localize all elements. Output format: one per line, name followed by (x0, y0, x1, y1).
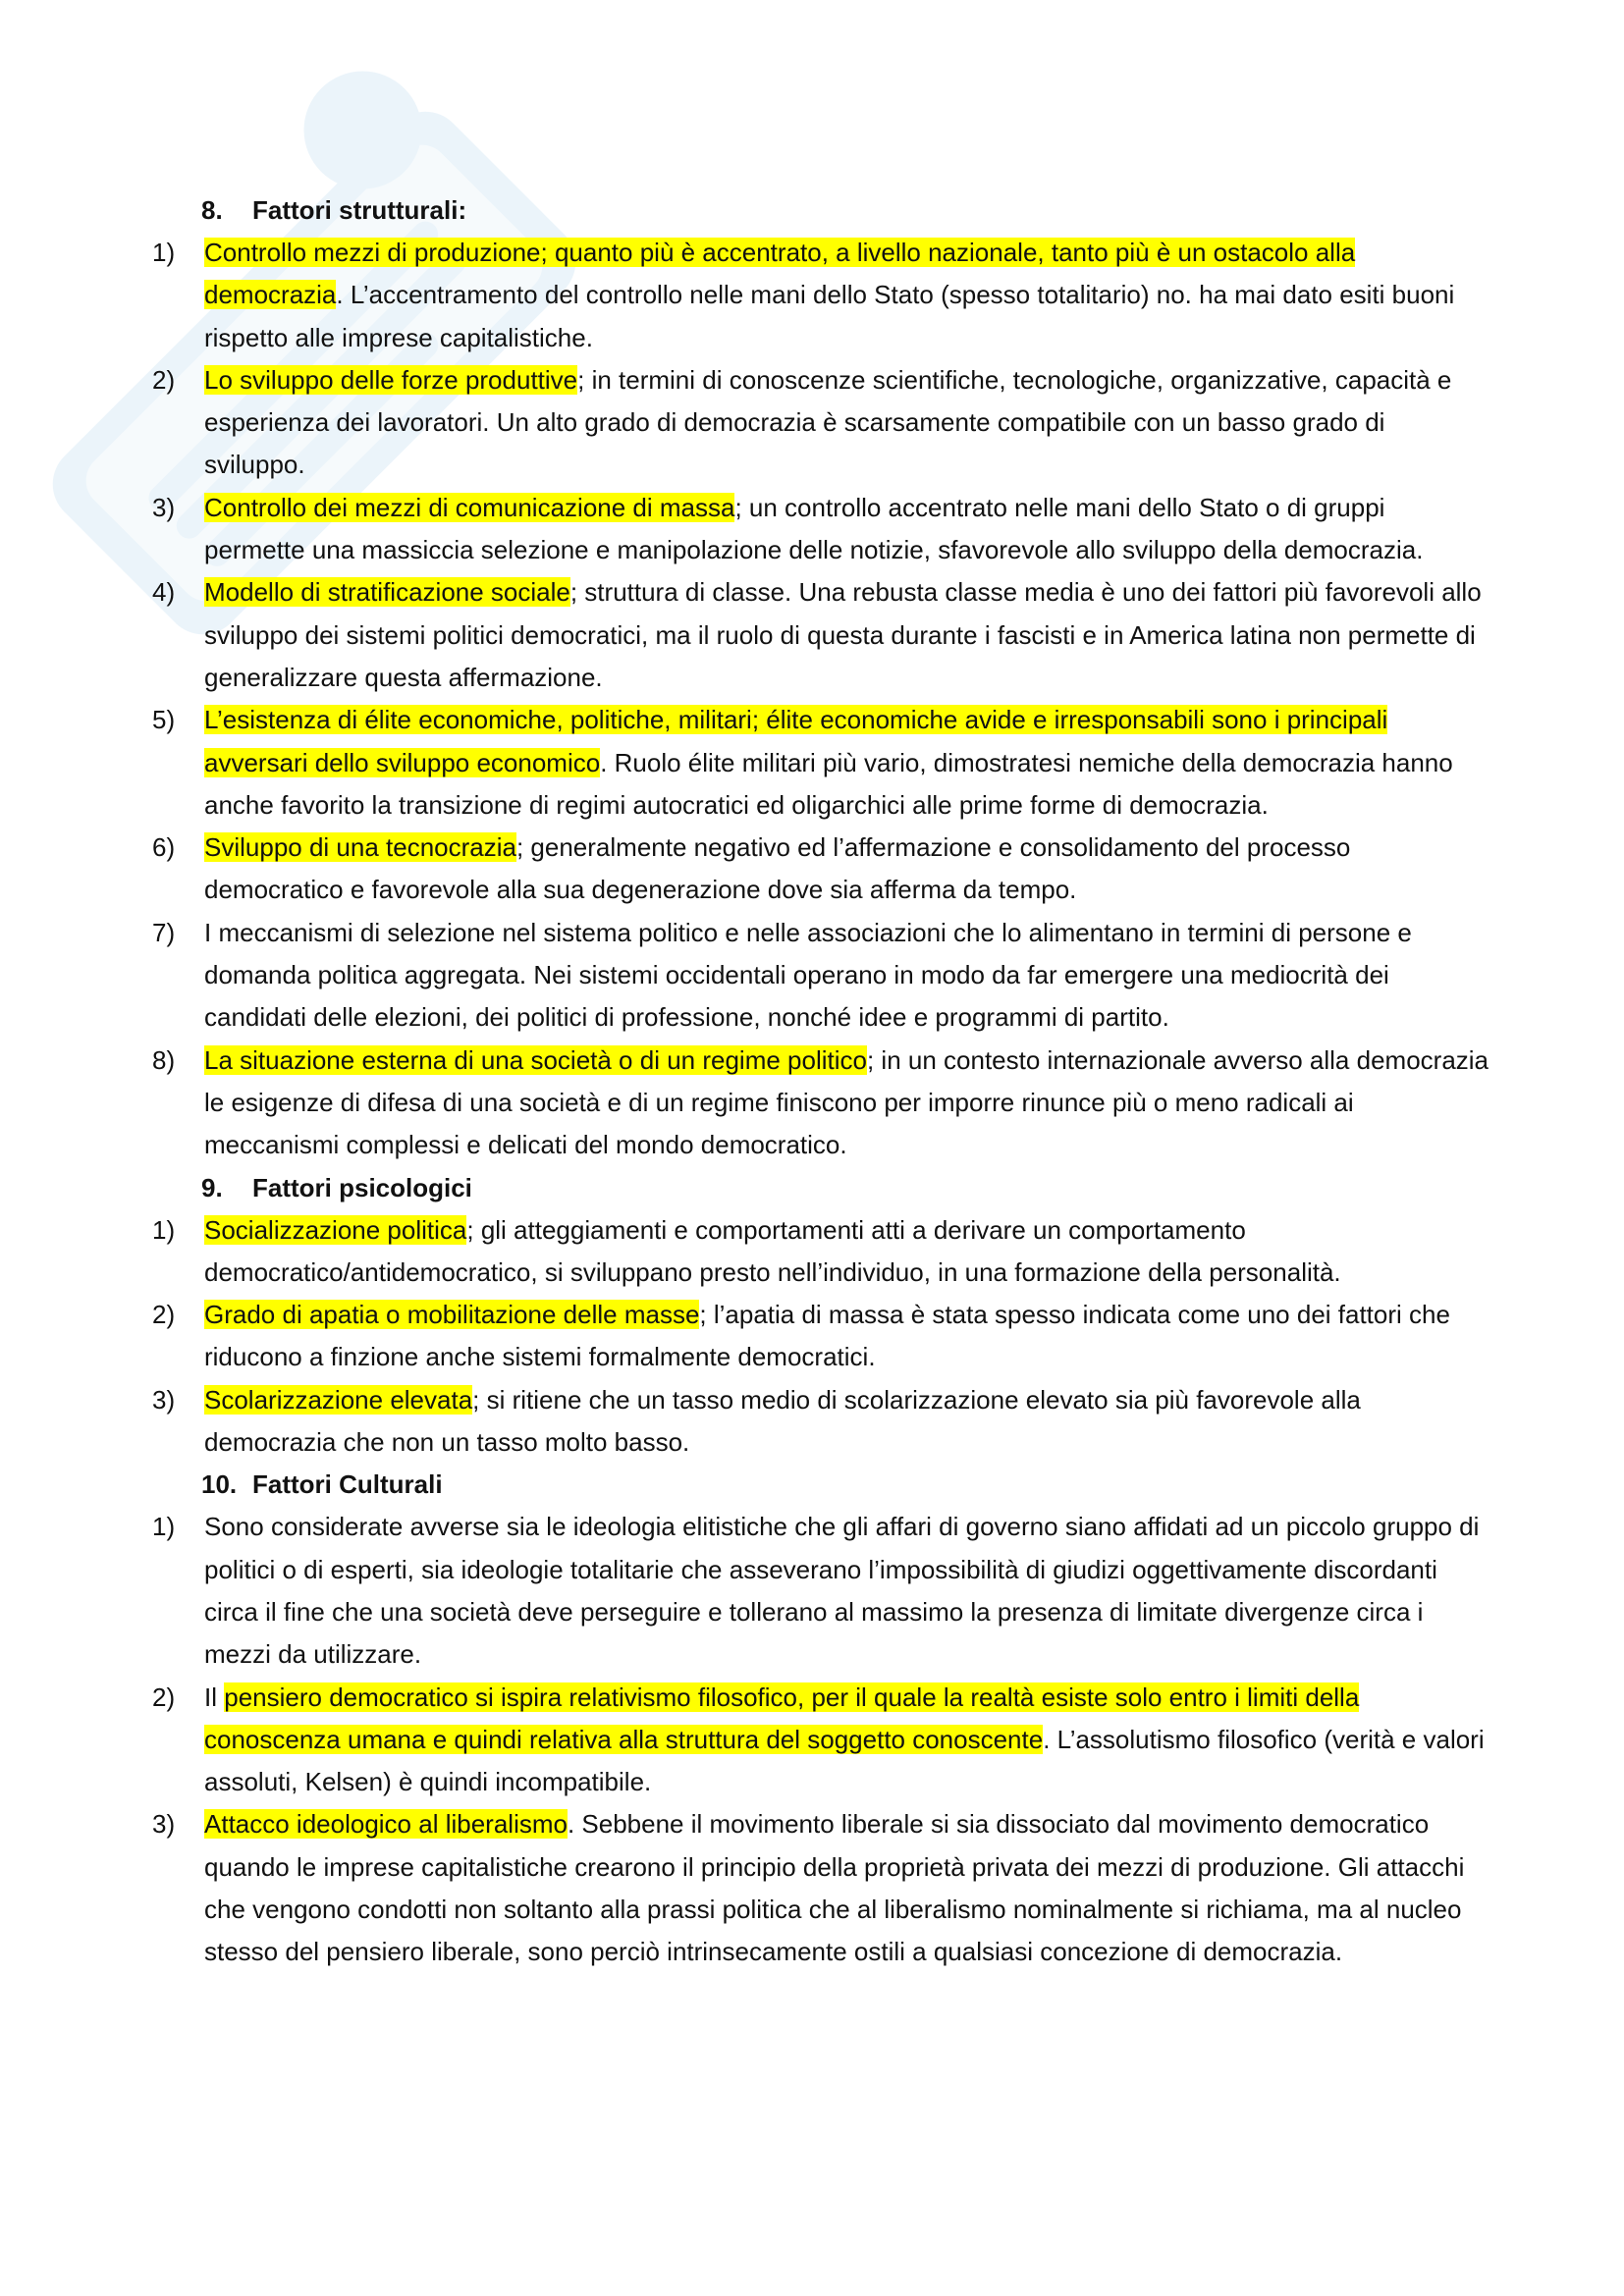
section-heading (152, 189, 1492, 232)
list-item (152, 1379, 1492, 1465)
list-item-number: 2) (152, 1682, 176, 1712)
body-text: I meccanismi di selezione nel sistema politico e nelle associazioni che lo alimentano in termini di persone e domanda politica aggregata. Nei sistemi occidentali operano in modo da far emergere una mediocrità dei candidati delle elezioni, dei politici di professione, nonché idee e programmi di partito. (204, 917, 1412, 1033)
body-text: ; un controllo accentrato nelle mani dello Stato o di gruppi permette una massiccia selezione e manipolazione delle notizie, sfavorevole allo sviluppo della democrazia. (204, 492, 1424, 565)
list-item-text (204, 912, 1492, 1040)
section-number: 10. (201, 1469, 238, 1500)
highlighted-text: Attacco ideologico al liberalismo (204, 1809, 568, 1840)
body-text: ; si ritiene che un tasso medio di scolarizzazione elevato sia più favorevole alla democrazia che non un tasso molto basso. (204, 1384, 1361, 1458)
list-item-number: 6) (152, 832, 176, 863)
highlighted-text: Sviluppo di una tecnocrazia (204, 832, 516, 863)
section-title: Fattori Culturali (252, 1469, 443, 1500)
list-item (152, 1040, 1492, 1167)
list-item (152, 571, 1492, 699)
section-number: 8. (201, 195, 223, 225)
body-text: . Sebbene il movimento liberale si sia dissociato dal movimento democratico quando le imprese capitalistiche crearono il principio della proprietà privata dei mezzi di produzione. Gli attacchi che vengono condotti non soltanto alla prassi politica che al liberalismo nominalmente si richiama, ma al nucleo stesso del pensiero liberale, sono perciò intrinsecamente ostili a qualsiasi concezione di democrazia. (204, 1809, 1465, 1967)
document-body (152, 189, 1492, 1974)
list-item (152, 232, 1492, 359)
body-text: ; struttura di classe. Una rebusta classe media è uno dei fattori più favorevoli allo sviluppo dei sistemi politici democratici, ma il ruolo di questa durante i fascisti e in America latina non permette di generalizzare questa affermazione. (204, 577, 1482, 692)
list-item (152, 487, 1492, 572)
list-item (152, 912, 1492, 1040)
list-item-number: 2) (152, 364, 176, 395)
section-heading (152, 1167, 1492, 1209)
body-text: ; in termini di conoscenze scientifiche, tecnologiche, organizzative, capacità e esperienza dei lavoratori. Un alto grado di democrazia è scarsamente compatibile con un basso grado di sviluppo. (204, 364, 1452, 480)
list-item-text (204, 232, 1492, 359)
list-item-text (204, 487, 1492, 572)
highlighted-text: Grado di apatia o mobilitazione delle masse (204, 1300, 700, 1330)
list-item-number: 7) (152, 917, 176, 947)
list-item-text (204, 699, 1492, 827)
body-text: . Ruolo élite militari più vario, dimostratesi nemiche della democrazia hanno anche favorito la transizione di regimi autocratici ed oligarchici alle prime forme di democrazia. (204, 747, 1453, 820)
list-item-text (204, 359, 1492, 487)
body-text: ; gli atteggiamenti e comportamenti atti a derivare un comportamento democratico/antidemocratico, si sviluppano presto nell’individuo, in una formazione della personalità. (204, 1214, 1341, 1287)
list-item-text (204, 1803, 1492, 1973)
list-item-text (204, 1040, 1492, 1167)
list-item (152, 359, 1492, 487)
body-text: Sono considerate avverse sia le ideologia elitistiche che gli affari di governo siano affidati ad un piccolo gruppo di politici o di esperti, sia ideologie totalitarie che asseverano l’impossibilità di giudizi oggettivamente discordanti circa il fine che una società deve perseguire e tollerano al massimo la presenza di limitate divergenze circa i mezzi da utilizzare. (204, 1512, 1480, 1670)
highlighted-text: Controllo dei mezzi di comunicazione di massa (204, 492, 735, 522)
list-item (152, 1803, 1492, 1973)
highlighted-text: Modello di stratificazione sociale (204, 577, 570, 608)
list-item-number: 4) (152, 577, 176, 608)
highlighted-text: Lo sviluppo delle forze produttive (204, 364, 578, 395)
list-item-number: 1) (152, 1512, 176, 1542)
list-item-number: 3) (152, 1384, 176, 1415)
section-title: Fattori strutturali: (252, 195, 467, 225)
highlighted-text: pensiero democratico si ispira relativismo filosofico, per il quale la realtà esiste solo entro i limiti della conoscenza umana e quindi relativa alla struttura del soggetto conoscente (204, 1682, 1360, 1754)
list-item (152, 1677, 1492, 1804)
body-text: . L’assolutismo filosofico (verità e valori assoluti, Kelsen) è quindi incompatibile. (204, 1724, 1485, 1797)
list-item-text (204, 1294, 1492, 1379)
list-item-text (204, 1209, 1492, 1295)
highlighted-text: L’esistenza di élite economiche, politiche, militari; élite economiche avide e irresponsabili sono i principali avversari dello sviluppo economico (204, 705, 1388, 777)
list-item (152, 1506, 1492, 1676)
list-item-number: 1) (152, 238, 176, 267)
list-item-text (204, 1379, 1492, 1465)
list-item-number: 2) (152, 1300, 176, 1330)
body-text: ; in un contesto internazionale avverso alla democrazia le esigenze di difesa di una società e di un regime finiscono per imporre rinunce più o meno radicali ai meccanismi complessi e delicati del mondo democratico. (204, 1044, 1489, 1160)
body-text: . L’accentramento del controllo nelle mani dello Stato (spesso totalitario) no. ha mai dato esiti buoni rispetto alle imprese capitalistiche. (204, 280, 1455, 352)
list-item-number: 3) (152, 492, 176, 522)
list-item-text (204, 1506, 1492, 1676)
body-text: Il (204, 1682, 225, 1712)
section-number: 9. (201, 1172, 223, 1202)
list-item-text (204, 571, 1492, 699)
list-item (152, 699, 1492, 827)
list-item-text (204, 827, 1492, 912)
body-text: ; generalmente negativo ed l’affermazione e consolidamento del processo democratico e favorevole alla sua degenerazione dove sia afferma da tempo. (204, 832, 1351, 905)
section-title: Fattori psicologici (252, 1172, 472, 1202)
list-item-number: 8) (152, 1044, 176, 1075)
list-item (152, 1294, 1492, 1379)
highlighted-text: La situazione esterna di una società o di un regime politico (204, 1044, 867, 1075)
body-text: ; l’apatia di massa è stata spesso indicata come uno dei fattori che riducono a finzione anche sistemi formalmente democratici. (204, 1300, 1450, 1372)
highlighted-text: Socializzazione politica (204, 1214, 467, 1245)
list-item-number: 1) (152, 1214, 176, 1245)
highlighted-text: Controllo mezzi di produzione; quanto più è accentrato, a livello nazionale, tanto più è un ostacolo alla democrazia (204, 238, 1356, 310)
list-item-number: 5) (152, 705, 176, 735)
list-item-number: 3) (152, 1809, 176, 1840)
list-item (152, 1209, 1492, 1295)
section-heading (152, 1464, 1492, 1506)
list-item (152, 827, 1492, 912)
list-item-text (204, 1677, 1492, 1804)
highlighted-text: Scolarizzazione elevata (204, 1384, 473, 1415)
